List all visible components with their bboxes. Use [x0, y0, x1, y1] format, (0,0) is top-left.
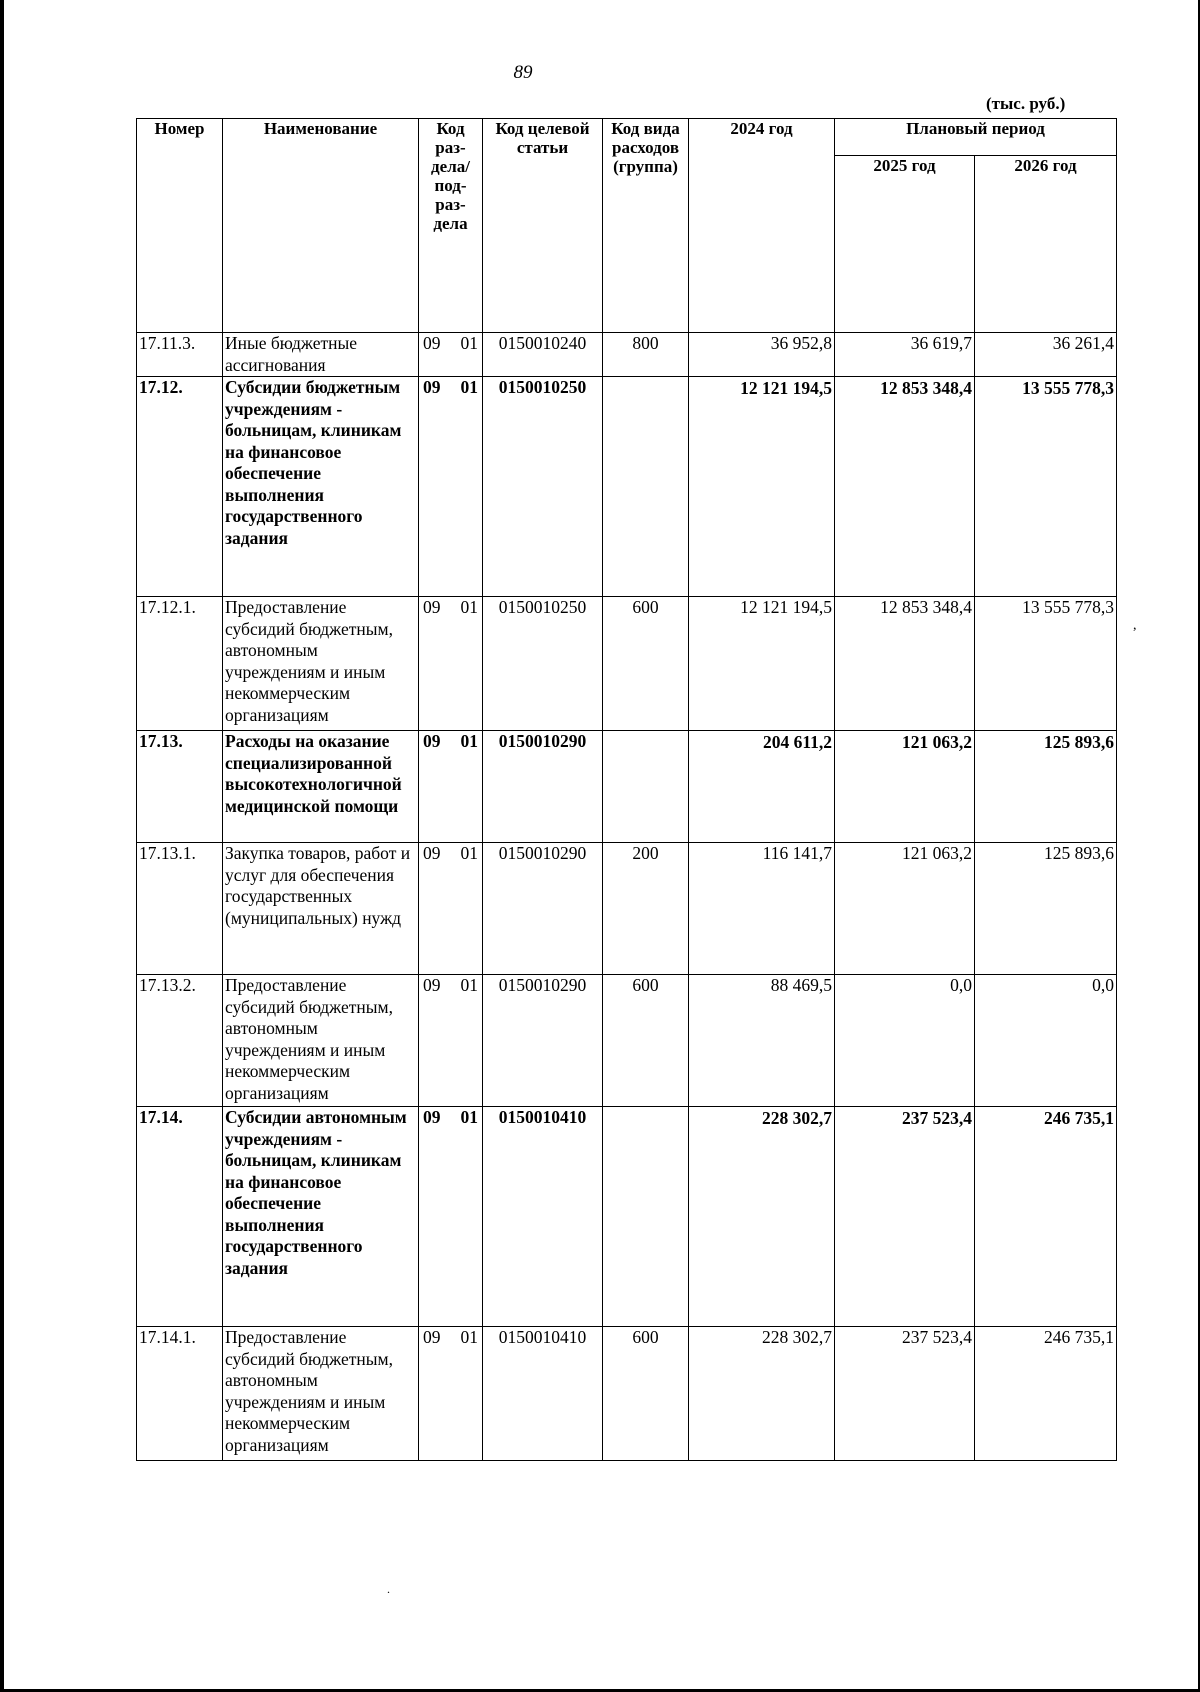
row-amount-2024: 36 952,8: [689, 333, 835, 377]
row-section-code: [419, 975, 483, 1107]
table-row: [137, 843, 1117, 975]
scan-edge-left: [0, 0, 4, 1692]
table-row: [137, 333, 1117, 377]
row-amount-2025: 12 853 348,4: [835, 377, 975, 597]
table-body: [137, 333, 1117, 1461]
row-name: Субсидии автономным учреждениям - больницам, клиникам на финансовое обеспечение выполнения государственного задания: [223, 1107, 419, 1327]
row-amount-2026: 125 893,6: [975, 843, 1117, 975]
row-subsection: 01: [460, 597, 478, 617]
row-target-code: 0150010290: [483, 731, 603, 843]
table-row: [137, 377, 1117, 597]
row-target-code: 0150010410: [483, 1107, 603, 1327]
row-amount-2026: 13 555 778,3: [975, 377, 1117, 597]
row-number: 17.13.: [137, 731, 223, 843]
row-subsection: 01: [460, 1107, 478, 1127]
row-target-code: 0150010290: [483, 843, 603, 975]
row-section-code: [419, 1327, 483, 1461]
row-expense-type: [603, 377, 689, 597]
row-expense-type: 200: [603, 843, 689, 975]
row-section: 09: [423, 731, 441, 751]
row-name: Расходы на оказание специализированной высокотехнологичной медицинской помощи: [223, 731, 419, 843]
row-amount-2025: 237 523,4: [835, 1327, 975, 1461]
row-amount-2025: 12 853 348,4: [835, 597, 975, 731]
row-amount-2024: 88 469,5: [689, 975, 835, 1107]
row-section: 09: [423, 1107, 441, 1127]
page-number: 89: [513, 62, 533, 83]
row-amount-2026: 0,0: [975, 975, 1117, 1107]
scan-dot: .: [387, 1582, 390, 1596]
header-expense-type: Код вида расходов (группа): [603, 119, 689, 333]
row-amount-2026: 246 735,1: [975, 1107, 1117, 1327]
row-expense-type: 600: [603, 597, 689, 731]
row-number: 17.12.1.: [137, 597, 223, 731]
row-amount-2025: 237 523,4: [835, 1107, 975, 1327]
row-expense-type: [603, 1107, 689, 1327]
row-amount-2025: 0,0: [835, 975, 975, 1107]
row-target-code: 0150010410: [483, 1327, 603, 1461]
row-target-code: 0150010290: [483, 975, 603, 1107]
row-target-code: 0150010240: [483, 333, 603, 377]
row-name: Закупка товаров, работ и услуг для обеспечения государственных (муниципальных) нужд: [223, 843, 419, 975]
table-row: [137, 1327, 1117, 1461]
row-target-code: 0150010250: [483, 377, 603, 597]
row-section-code: [419, 333, 483, 377]
row-subsection: 01: [460, 975, 478, 995]
row-expense-type: 600: [603, 975, 689, 1107]
row-amount-2024: 12 121 194,5: [689, 377, 835, 597]
units-label: (тыс. руб.): [986, 94, 1066, 113]
row-name: Предоставление субсидий бюджетным, автономным учреждениям и иным некоммерческим организациям: [223, 975, 419, 1107]
row-number: 17.14.1.: [137, 1327, 223, 1461]
row-number: 17.12.: [137, 377, 223, 597]
row-section-code: [419, 1107, 483, 1327]
row-name: Предоставление субсидий бюджетным, автономным учреждениям и иным некоммерческим организациям: [223, 597, 419, 731]
header-2025: 2025 год: [835, 156, 975, 333]
header-section: Код раз- дела/ под- раз- дела: [419, 119, 483, 333]
row-amount-2025: 121 063,2: [835, 731, 975, 843]
table-row: [137, 975, 1117, 1107]
header-target: Код целевой статьи: [483, 119, 603, 333]
row-amount-2024: 228 302,7: [689, 1107, 835, 1327]
row-subsection: 01: [460, 333, 478, 353]
row-section-code: [419, 843, 483, 975]
row-number: 17.14.: [137, 1107, 223, 1327]
row-subsection: 01: [460, 377, 478, 397]
budget-table: [136, 118, 1117, 1461]
row-expense-type: 800: [603, 333, 689, 377]
header-plan-period: Плановый период: [835, 119, 1117, 156]
row-amount-2026: 125 893,6: [975, 731, 1117, 843]
table-row: [137, 1107, 1117, 1327]
header-number: Номер: [137, 119, 223, 333]
scan-mark: ,: [1133, 618, 1137, 633]
row-section: 09: [423, 975, 441, 995]
row-subsection: 01: [460, 843, 478, 863]
header-name: Наименование: [223, 119, 419, 333]
header-row-1: [137, 119, 1117, 156]
row-amount-2026: 13 555 778,3: [975, 597, 1117, 731]
row-section-code: [419, 377, 483, 597]
table-row: [137, 597, 1117, 731]
row-subsection: 01: [460, 1327, 478, 1347]
row-section: 09: [423, 1327, 441, 1347]
row-section: 09: [423, 597, 441, 617]
row-section-code: [419, 731, 483, 843]
row-target-code: 0150010250: [483, 597, 603, 731]
row-expense-type: [603, 731, 689, 843]
row-number: 17.13.1.: [137, 843, 223, 975]
row-amount-2024: 12 121 194,5: [689, 597, 835, 731]
row-amount-2024: 228 302,7: [689, 1327, 835, 1461]
row-section: 09: [423, 377, 441, 397]
row-number: 17.11.3.: [137, 333, 223, 377]
row-amount-2024: 204 611,2: [689, 731, 835, 843]
row-section: 09: [423, 333, 441, 353]
row-subsection: 01: [460, 731, 478, 751]
row-amount-2024: 116 141,7: [689, 843, 835, 975]
header-2026: 2026 год: [975, 156, 1117, 333]
table-row: [137, 731, 1117, 843]
row-section-code: [419, 597, 483, 731]
row-name: Иные бюджетные ассигнования: [223, 333, 419, 377]
row-amount-2025: 121 063,2: [835, 843, 975, 975]
row-expense-type: 600: [603, 1327, 689, 1461]
row-amount-2025: 36 619,7: [835, 333, 975, 377]
row-amount-2026: 246 735,1: [975, 1327, 1117, 1461]
row-amount-2026: 36 261,4: [975, 333, 1117, 377]
header-2024: 2024 год: [689, 119, 835, 333]
row-name: Предоставление субсидий бюджетным, автономным учреждениям и иным некоммерческим организациям: [223, 1327, 419, 1461]
row-section: 09: [423, 843, 441, 863]
row-number: 17.13.2.: [137, 975, 223, 1107]
row-name: Субсидии бюджетным учреждениям - больницам, клиникам на финансовое обеспечение выполнения государственного задания: [223, 377, 419, 597]
